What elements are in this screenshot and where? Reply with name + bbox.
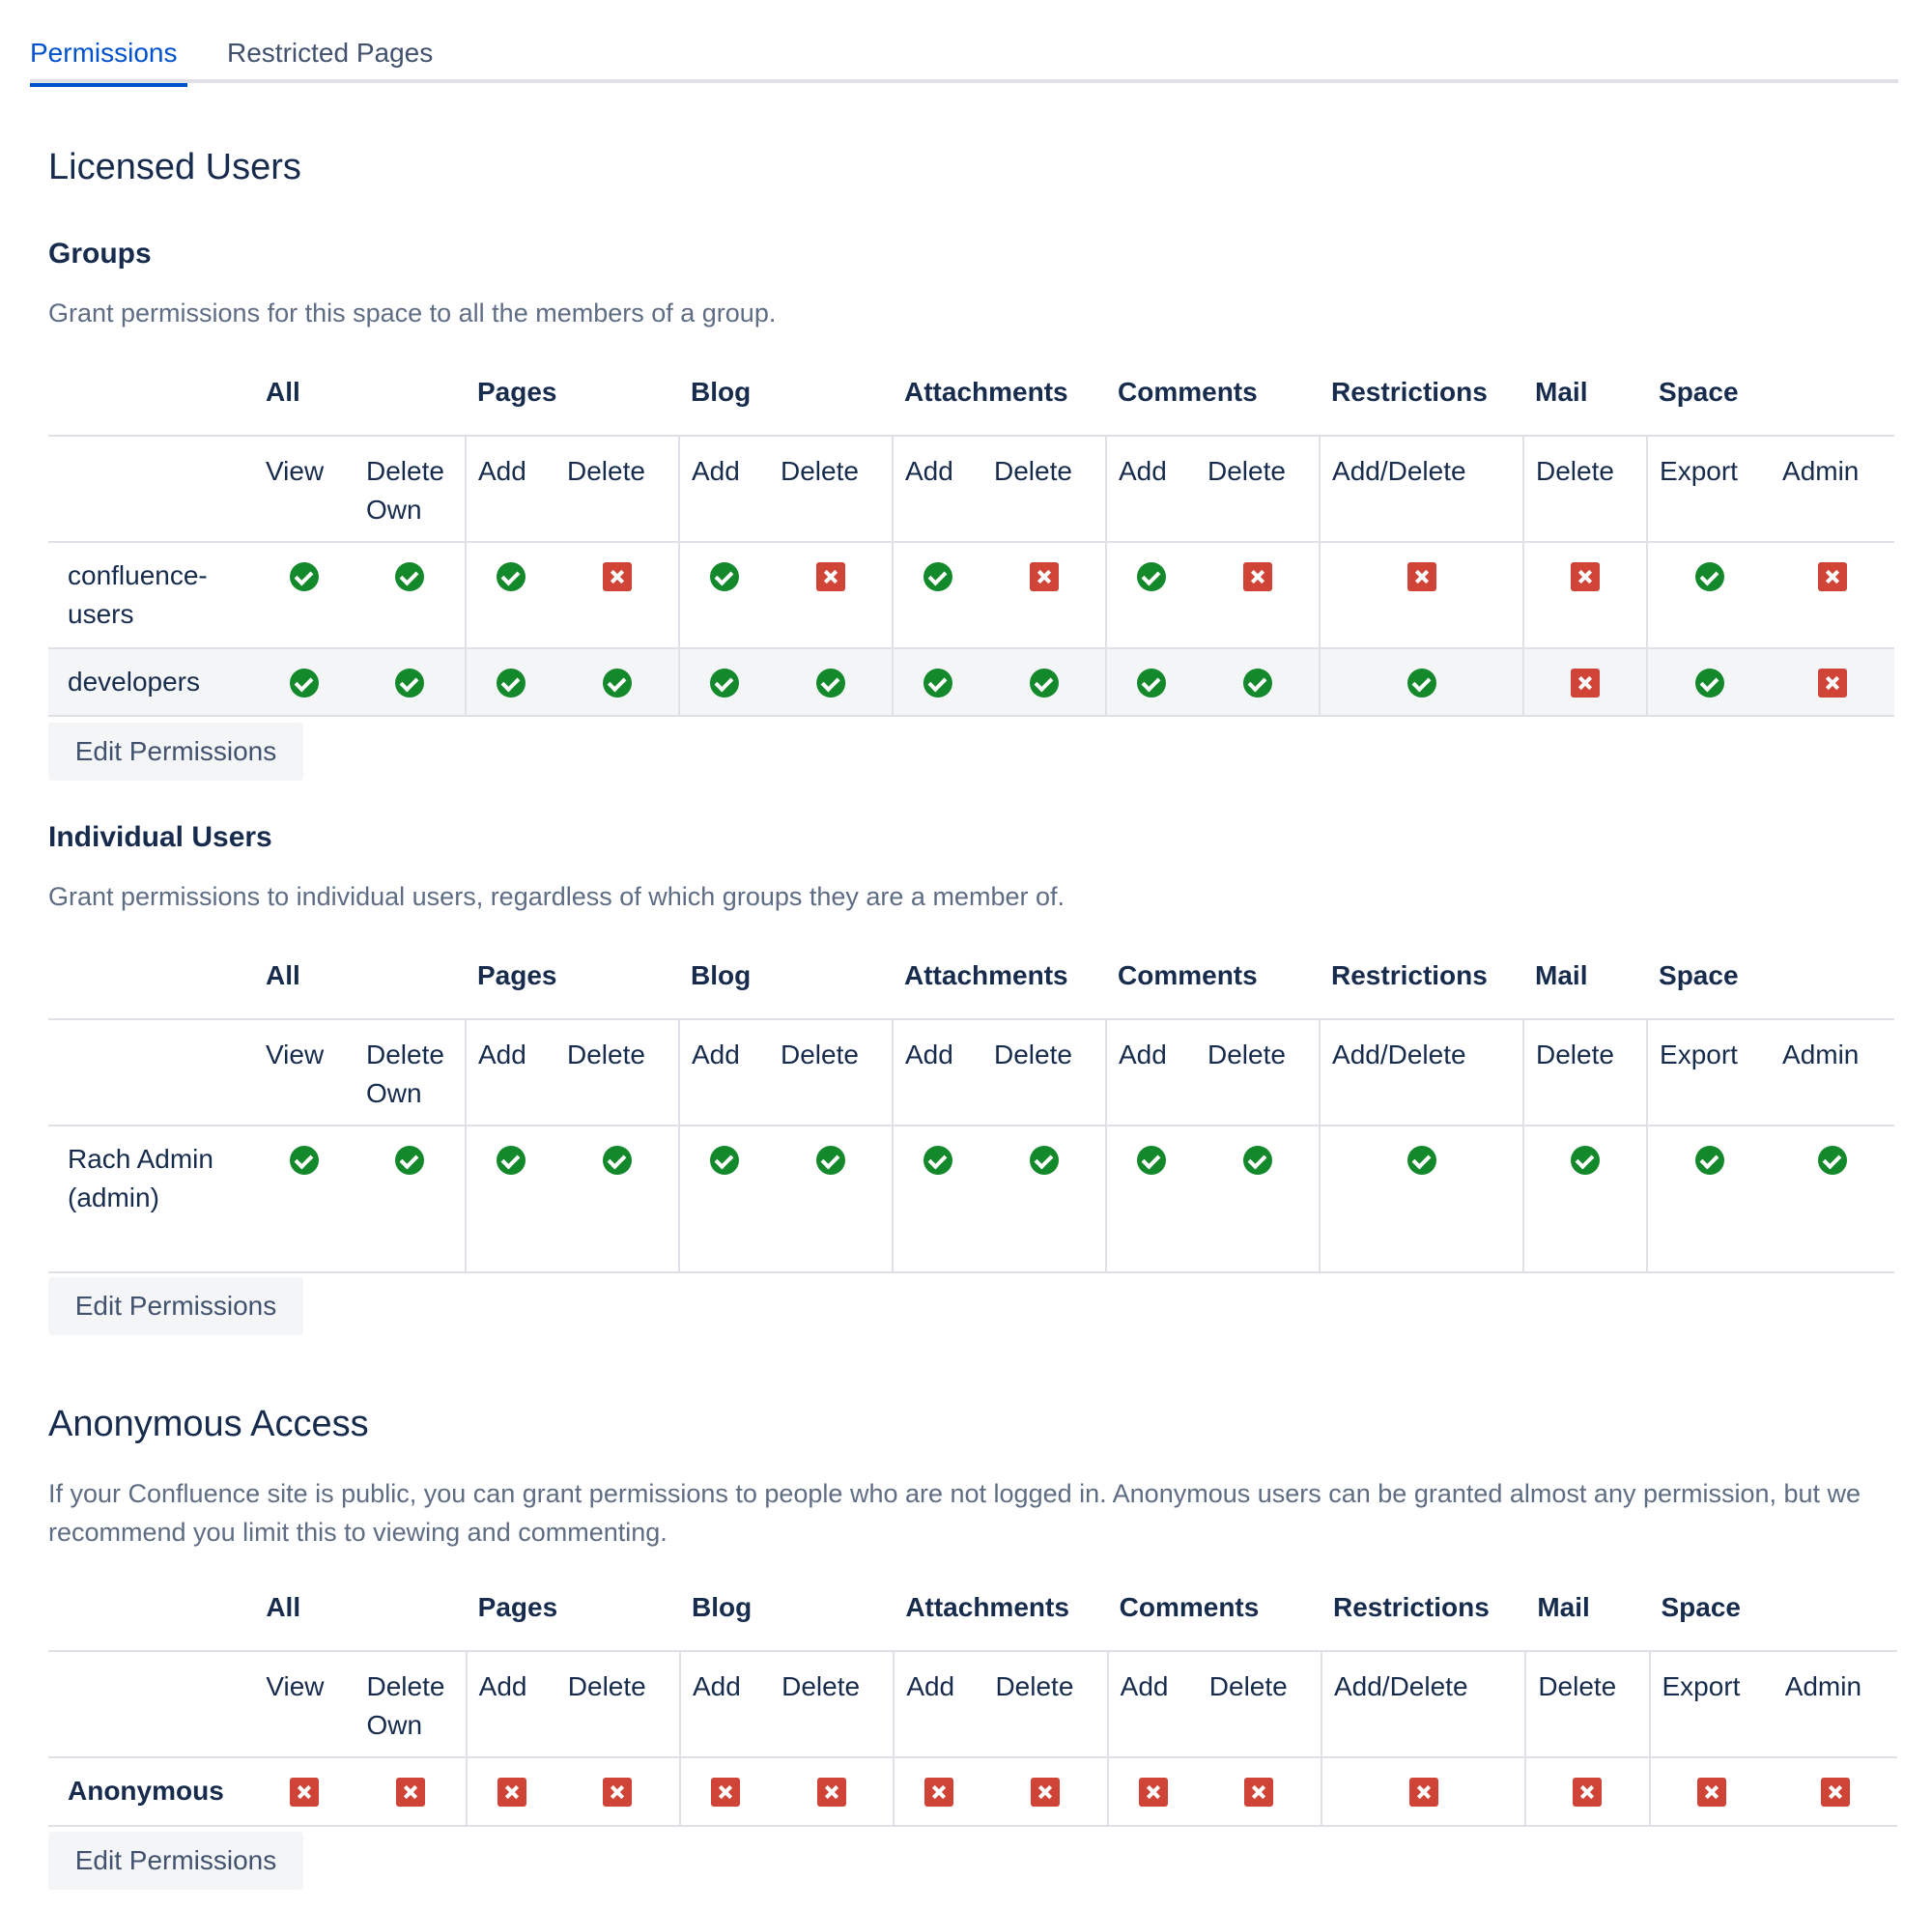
permission-cell xyxy=(355,542,466,648)
column-group-restrictions: Restrictions xyxy=(1320,367,1523,436)
permission-cell xyxy=(1196,648,1320,716)
check-circle-icon xyxy=(710,669,739,698)
permission-cell xyxy=(1108,1757,1198,1826)
column-group-pages: Pages xyxy=(466,951,679,1019)
permission-cell xyxy=(1771,542,1894,648)
check-circle-icon xyxy=(290,562,319,591)
cross-square-icon xyxy=(1244,1778,1273,1807)
permission-cell xyxy=(1106,1125,1196,1272)
column-group-blog: Blog xyxy=(679,951,893,1019)
column-add: Add xyxy=(680,1651,770,1757)
permission-cell xyxy=(1523,648,1647,716)
check-circle-icon xyxy=(1407,669,1436,698)
cross-square-icon xyxy=(816,562,845,591)
cross-square-icon xyxy=(711,1778,740,1807)
permission-cell xyxy=(1321,1757,1525,1826)
cross-square-icon xyxy=(924,1778,953,1807)
permission-cell xyxy=(894,1757,983,1826)
column-delete: Delete xyxy=(555,1019,679,1125)
cross-square-icon xyxy=(1409,1778,1438,1807)
permission-cell xyxy=(679,648,769,716)
column-add: Add xyxy=(893,1019,982,1125)
check-circle-icon xyxy=(1243,669,1272,698)
permission-cell xyxy=(1106,542,1196,648)
column-delete: Delete xyxy=(1196,436,1320,542)
column-group-blog: Blog xyxy=(680,1582,894,1651)
permission-cell xyxy=(679,1125,769,1272)
permission-cell xyxy=(982,1125,1106,1272)
permission-cell xyxy=(1106,648,1196,716)
check-circle-icon xyxy=(816,669,845,698)
check-circle-icon xyxy=(1695,1146,1724,1175)
check-circle-icon xyxy=(923,669,952,698)
permission-cell xyxy=(254,542,355,648)
individual-users-heading: Individual Users xyxy=(48,821,272,853)
permission-cell xyxy=(466,648,555,716)
principal-name: Rach Admin (admin) xyxy=(48,1125,254,1272)
principal-name: confluence-users xyxy=(48,542,254,648)
column-view: View xyxy=(254,436,355,542)
check-circle-icon xyxy=(1695,562,1724,591)
check-circle-icon xyxy=(923,1146,952,1175)
check-circle-icon xyxy=(395,669,424,698)
column-group-attachments: Attachments xyxy=(894,1582,1107,1651)
column-add: Add xyxy=(467,1651,556,1757)
column-add-delete: Add/Delete xyxy=(1320,1019,1523,1125)
column-add: Add xyxy=(893,436,982,542)
cross-square-icon xyxy=(1139,1778,1168,1807)
permission-cell xyxy=(982,542,1106,648)
check-circle-icon xyxy=(603,1146,632,1175)
column-delete: Delete xyxy=(555,436,679,542)
column-delete: Delete xyxy=(983,1651,1107,1757)
column-delete: Delete xyxy=(770,1651,894,1757)
column-add: Add xyxy=(894,1651,983,1757)
cross-square-icon xyxy=(1697,1778,1726,1807)
column-export: Export xyxy=(1650,1651,1774,1757)
permission-cell xyxy=(254,1125,355,1272)
column-export: Export xyxy=(1647,436,1771,542)
permission-cell xyxy=(1771,1125,1894,1272)
column-group-pages: Pages xyxy=(466,367,679,436)
check-circle-icon xyxy=(1407,1146,1436,1175)
column-group-attachments: Attachments xyxy=(893,367,1106,436)
cross-square-icon xyxy=(497,1778,526,1807)
principal-name: developers xyxy=(48,648,254,716)
cross-square-icon xyxy=(1571,669,1600,698)
column-delete: Delete xyxy=(769,436,893,542)
permission-cell xyxy=(680,1757,770,1826)
check-circle-icon xyxy=(1030,669,1059,698)
check-circle-icon xyxy=(603,669,632,698)
cross-square-icon xyxy=(1571,562,1600,591)
column-group-mail: Mail xyxy=(1523,951,1647,1019)
permission-cell xyxy=(769,648,893,716)
column-group-comments: Comments xyxy=(1108,1582,1321,1651)
permission-cell xyxy=(983,1757,1107,1826)
column-group-space: Space xyxy=(1647,951,1894,1019)
column-delete: Delete xyxy=(1196,1019,1320,1125)
permission-cell xyxy=(555,542,679,648)
permission-cell xyxy=(555,648,679,716)
edit-anonymous-permissions-button[interactable]: Edit Permissions xyxy=(48,1832,303,1890)
permission-cell xyxy=(893,648,982,716)
cross-square-icon xyxy=(603,562,632,591)
cross-square-icon xyxy=(1407,562,1436,591)
cross-square-icon xyxy=(1030,562,1059,591)
column-group-mail: Mail xyxy=(1523,367,1647,436)
permission-cell xyxy=(1771,648,1894,716)
permission-cell xyxy=(1196,542,1320,648)
column-admin: Admin xyxy=(1774,1651,1897,1757)
header-spacer xyxy=(48,367,254,436)
check-circle-icon xyxy=(1137,562,1166,591)
anonymous-access-heading: Anonymous Access xyxy=(48,1404,369,1444)
permission-cell xyxy=(254,648,355,716)
permission-cell xyxy=(466,1125,555,1272)
column-add: Add xyxy=(466,436,555,542)
permission-row xyxy=(48,542,1894,648)
column-group-all: All xyxy=(254,1582,466,1651)
permission-cell xyxy=(770,1757,894,1826)
subheader-spacer xyxy=(48,436,254,542)
permission-cell xyxy=(1647,648,1771,716)
column-delete: Delete xyxy=(982,1019,1106,1125)
column-admin: Admin xyxy=(1771,1019,1894,1125)
column-delete: Delete xyxy=(1525,1651,1649,1757)
check-circle-icon xyxy=(1695,669,1724,698)
individual-users-description: Grant permissions to individual users, regardless of which groups they are a member of. xyxy=(48,882,1065,911)
cross-square-icon xyxy=(396,1778,425,1807)
header-spacer xyxy=(48,951,254,1019)
permission-cell xyxy=(769,1125,893,1272)
permission-cell xyxy=(893,1125,982,1272)
column-delete: Delete xyxy=(1523,436,1647,542)
permission-cell xyxy=(1647,542,1771,648)
principal-name: Anonymous xyxy=(48,1757,254,1826)
check-circle-icon xyxy=(1571,1146,1600,1175)
column-group-mail: Mail xyxy=(1525,1582,1649,1651)
anonymous-permissions-table xyxy=(48,1582,1897,1827)
permission-cell xyxy=(355,648,466,716)
column-delete-own: Delete Own xyxy=(355,1651,466,1757)
column-delete: Delete xyxy=(556,1651,680,1757)
column-group-all: All xyxy=(254,367,466,436)
permission-cell xyxy=(1523,542,1647,648)
check-circle-icon xyxy=(395,1146,424,1175)
permission-cell xyxy=(1525,1757,1649,1826)
column-group-blog: Blog xyxy=(679,367,893,436)
permission-cell xyxy=(466,542,555,648)
permission-cell xyxy=(1774,1757,1897,1826)
column-group-restrictions: Restrictions xyxy=(1321,1582,1525,1651)
permission-cell xyxy=(679,542,769,648)
subheader-spacer xyxy=(48,1019,254,1125)
licensed-users-heading: Licensed Users xyxy=(48,147,301,187)
cross-square-icon xyxy=(1573,1778,1602,1807)
column-delete: Delete xyxy=(1198,1651,1321,1757)
check-circle-icon xyxy=(1137,1146,1166,1175)
column-group-space: Space xyxy=(1647,367,1894,436)
cross-square-icon xyxy=(1818,669,1847,698)
column-delete: Delete xyxy=(982,436,1106,542)
groups-description: Grant permissions for this space to all the members of a group. xyxy=(48,299,777,328)
check-circle-icon xyxy=(395,562,424,591)
column-add-delete: Add/Delete xyxy=(1321,1651,1525,1757)
edit-group-permissions-button[interactable]: Edit Permissions xyxy=(48,723,303,781)
cross-square-icon xyxy=(817,1778,846,1807)
permission-cell xyxy=(355,1125,466,1272)
cross-square-icon xyxy=(603,1778,632,1807)
check-circle-icon xyxy=(497,669,526,698)
cross-square-icon xyxy=(1031,1778,1060,1807)
column-delete: Delete xyxy=(1523,1019,1647,1125)
individual-users-permissions-table xyxy=(48,951,1894,1273)
cross-square-icon xyxy=(1243,562,1272,591)
permission-cell xyxy=(254,1757,355,1826)
check-circle-icon xyxy=(816,1146,845,1175)
permission-row xyxy=(48,1125,1894,1272)
check-circle-icon xyxy=(290,669,319,698)
permission-cell xyxy=(982,648,1106,716)
column-add: Add xyxy=(1106,1019,1196,1125)
check-circle-icon xyxy=(1818,1146,1847,1175)
check-circle-icon xyxy=(497,1146,526,1175)
column-add: Add xyxy=(679,1019,769,1125)
check-circle-icon xyxy=(1243,1146,1272,1175)
column-group-restrictions: Restrictions xyxy=(1320,951,1523,1019)
permission-cell xyxy=(1647,1125,1771,1272)
column-view: View xyxy=(254,1651,355,1757)
permission-cell xyxy=(467,1757,556,1826)
check-circle-icon xyxy=(290,1146,319,1175)
header-spacer xyxy=(48,1582,254,1651)
permission-cell xyxy=(1196,1125,1320,1272)
permission-cell xyxy=(1320,1125,1523,1272)
permission-row xyxy=(48,648,1894,716)
column-export: Export xyxy=(1647,1019,1771,1125)
permission-row xyxy=(48,1757,1897,1826)
check-circle-icon xyxy=(923,562,952,591)
edit-individual-permissions-button[interactable]: Edit Permissions xyxy=(48,1277,303,1335)
check-circle-icon xyxy=(710,562,739,591)
column-group-all: All xyxy=(254,951,466,1019)
permission-cell xyxy=(555,1125,679,1272)
tab-restricted-pages[interactable]: Restricted Pages xyxy=(227,38,434,68)
column-view: View xyxy=(254,1019,355,1125)
subheader-spacer xyxy=(48,1651,254,1757)
column-add: Add xyxy=(679,436,769,542)
column-delete-own: Delete Own xyxy=(355,1019,466,1125)
permission-cell xyxy=(1650,1757,1774,1826)
column-group-comments: Comments xyxy=(1106,951,1320,1019)
column-delete-own: Delete Own xyxy=(355,436,466,542)
check-circle-icon xyxy=(1030,1146,1059,1175)
check-circle-icon xyxy=(1137,669,1166,698)
permission-cell xyxy=(893,542,982,648)
column-group-pages: Pages xyxy=(467,1582,680,1651)
cross-square-icon xyxy=(290,1778,319,1807)
cross-square-icon xyxy=(1818,562,1847,591)
anonymous-access-description: If your Confluence site is public, you can grant permissions to people who are not logged in. Anonymous users can be granted almost any permission, but we recommend you limit this to viewing and commenting. xyxy=(48,1479,1861,1547)
permission-cell xyxy=(1320,648,1523,716)
column-group-comments: Comments xyxy=(1106,367,1320,436)
permission-cell xyxy=(556,1757,680,1826)
permission-cell xyxy=(1523,1125,1647,1272)
permission-cell xyxy=(1198,1757,1321,1826)
permission-cell xyxy=(769,542,893,648)
column-add: Add xyxy=(1106,436,1196,542)
column-add: Add xyxy=(1108,1651,1198,1757)
cross-square-icon xyxy=(1821,1778,1850,1807)
column-group-attachments: Attachments xyxy=(893,951,1106,1019)
tab-permissions[interactable]: Permissions xyxy=(30,0,187,83)
column-add: Add xyxy=(466,1019,555,1125)
column-group-space: Space xyxy=(1650,1582,1898,1651)
groups-heading: Groups xyxy=(48,238,152,270)
column-delete: Delete xyxy=(769,1019,893,1125)
check-circle-icon xyxy=(497,562,526,591)
column-add-delete: Add/Delete xyxy=(1320,436,1523,542)
permission-cell xyxy=(1320,542,1523,648)
column-admin: Admin xyxy=(1771,436,1894,542)
tab-bar xyxy=(30,0,1898,83)
groups-permissions-table xyxy=(48,367,1894,717)
permission-cell xyxy=(355,1757,466,1826)
check-circle-icon xyxy=(710,1146,739,1175)
